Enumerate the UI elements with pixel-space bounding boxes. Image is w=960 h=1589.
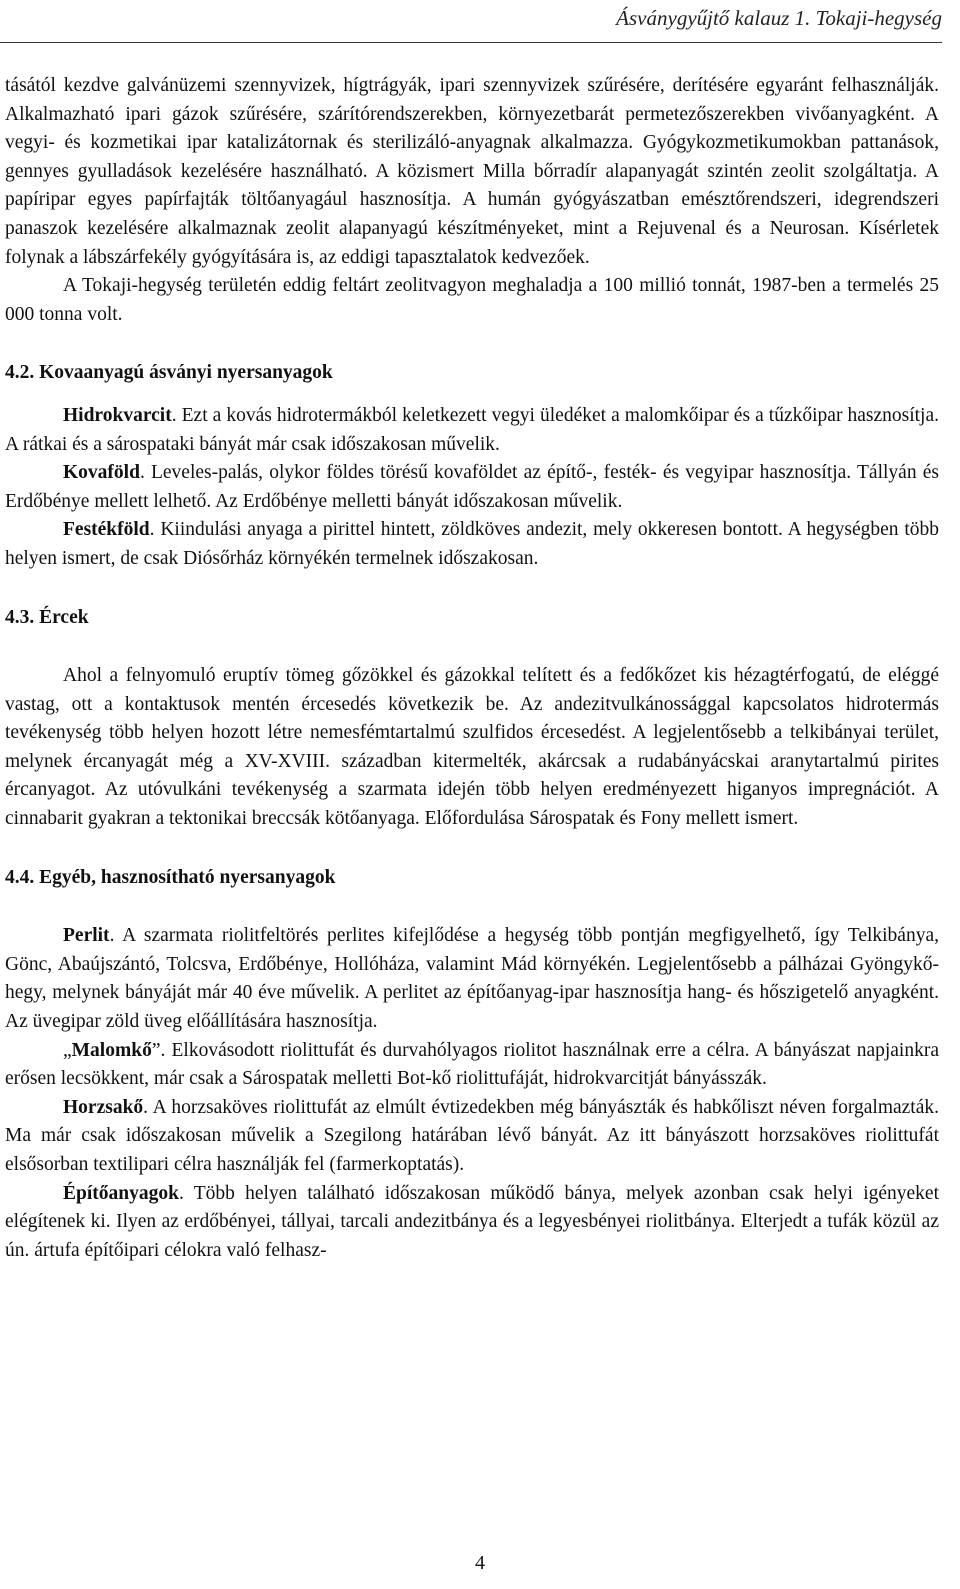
perlit-paragraph: [5, 922, 939, 1036]
term-epitoanyagok: Építőanyagok: [63, 1182, 179, 1204]
section-heading-4-4: 4.4. Egyéb, hasznosítható nyersanyagok: [5, 866, 336, 888]
horzsako-paragraph: [5, 1094, 939, 1180]
spacer: [5, 834, 939, 864]
malomko-paragraph: [5, 1037, 939, 1094]
spacer: [5, 388, 939, 402]
malomko-text: ”. Elkovásodott riolittufát és durvahólyagos riolitot használnak erre a célra. A bányászat napjainkra erősen lecsökkent, már csak a Sárospatak melletti Bot-kő riolittufáját, hidrokvarcitját bányásszák.: [5, 1039, 939, 1090]
term-festekfold: Festékföld: [63, 519, 150, 541]
epitoanyagok-paragraph: [5, 1180, 939, 1266]
kovafold-text: . Leveles-palás, olykor földes törésű kovaföldet az építő-, festék- és vegyipar hasznosítja. Tállyán és Erdőbénye mellett lelhető. Az Erdőbénye melletti bányát időszakosan művelik.: [5, 462, 939, 512]
horzsako-text: . A horzsaköves riolittufát az elmúlt évtizedekben még bányászták és habkőliszt néven forgalmazták. Ma már csak időszakosan művelik a Szegilong határában lévő bányát. Az itt bányászott horzsaköves riolittufát elsősorban textilipari célra használják fel (farmerkoptatás).: [5, 1096, 939, 1175]
kovafold-paragraph: [5, 459, 939, 516]
running-header: Ásványgyűjtő kalauz 1. Tokaji-hegység: [616, 6, 942, 30]
term-hidrokvarcit: Hidrokvarcit: [63, 404, 172, 426]
hidrokvarcit-text: . Ezt a kovás hidrotermákból keletkezett vegyi üledéket a malomkőipar és a tűzkőipar hasznosítja. A rátkai és a sárospataki bányát már csak időszakosan művelik.: [5, 404, 939, 455]
epitoanyagok-text: . Több helyen található időszakosan működő bánya, melyek azonban csak helyi igényeket elégítenek ki. Ilyen az erdőbényei, tállyai, tarcali andezitbánya és a legyesbényei riolitbánya. Elterjedt a tufák közül az ún. ártufa építőipari célokra való felhasz-: [5, 1182, 939, 1261]
festekfold-paragraph: [5, 516, 939, 573]
header-divider: [0, 42, 942, 43]
section-heading-4-3: 4.3. Ércek: [5, 606, 89, 628]
malomko-open-quote: „: [63, 1039, 72, 1061]
section-heading-4-2: 4.2. Kovaanyagú ásványi nyersanyagok: [5, 362, 333, 384]
festekfold-text: . Kiindulási anyaga a pirittel hintett, zöldköves andezit, mely okkeresen bontott. A hegységben több helyen ismert, de csak Diósőrház környékén termelnek időszakosan.: [5, 519, 939, 569]
intro-paragraph-1: tásától kezdve galvánüzemi szennyvizek, hígtrágyák, ipari szennyvizek szűrésére, derítésére egyaránt felhasználják. Alkalmazható ipari gázok szűrésére, szárítórendszerekben, környezetbarát permetezőszerekben vivőanyagként. A vegyi- és kozmetikai ipar katalizátornak és sterilizáló-anyagnak alkalmazza. Gyógykozmetikumokban pattanások, gennyes gyulladások kezelésére használható. A közismert Milla bőrradír alapanyagát szintén zeolit szolgáltatja. A papíripar egyes papírfajták töltőanyagául hasznosítja. A humán gyógyászatban emésztőrendszeri, idegrendszeri panaszok kezelésére alkalmaznak zeolit alapanyagú készítményeket, mint a Rejuvenal és a Neurosan. Kísérletek folynak a lábszárfekély gyógyítására is, az eddigi tapasztalatok kedvezőek.: [5, 75, 939, 268]
spacer: [5, 892, 939, 922]
body-text: [5, 72, 939, 1265]
spacer: [5, 574, 939, 604]
perlit-text: . A szarmata riolitfeltörés perlites kifejlődése a hegység több pontján megfigyelhető, így Telkibánya, Gönc, Abaújszántó, Tolcsva, Erdőbénye, Hollóháza, valamint Mád környékén. Legjelentősebb a pálházai Gyöngykő-hegy, melynek bányáját már 40 éve művelik. A perlitet az építőanyag-ipar hasznosítja hang- és hőszigetelő anyagként. Az üvegipar zöld üveg előállítására hasznosítja.: [5, 925, 939, 1033]
spacer: [5, 632, 939, 662]
term-horzsako: Horzsakő: [63, 1096, 144, 1118]
intro-paragraph-2: A Tokaji-hegység területén eddig feltárt zeolitvagyon meghaladja a 100 millió tonnát, 1987-ben a termelés 25 000 tonna volt.: [5, 275, 939, 325]
term-malomko: Malomkő: [71, 1039, 152, 1061]
ercek-paragraph: Ahol a felnyomuló eruptív tömeg gőzökkel és gázokkal telített és a fedőkőzet kis hézagtérfogatú, de eléggé vastag, ott a kontaktusok mentén ércesedés következik be. Az andezitvulkánossággal kapcsolatos hidrotermás tevékenység több helyen hozott létre nemesfémtartalmú szulfidos ércesedést. A legjelentősebb a telkibányai terület, melynek ércanyagát még a XV-XVIII. században kitermelték, akárcsak a rudabányácskai aranytartalmú pirites ércanyagot. Az utóvulkáni tevékenység a szarmata idején több helyen eredményezett higanyos impregnációt. A cinnabarit gyakran a tektonikai breccsák kötőanyaga. Előfordulása Sárospatak és Fony mellett ismert.: [5, 665, 939, 830]
hidrokvarcit-paragraph: [5, 402, 939, 459]
spacer: [5, 329, 939, 359]
term-perlit: Perlit: [63, 925, 110, 947]
term-kovafold: Kovaföld: [63, 462, 140, 484]
page-number: 4: [475, 1552, 485, 1574]
